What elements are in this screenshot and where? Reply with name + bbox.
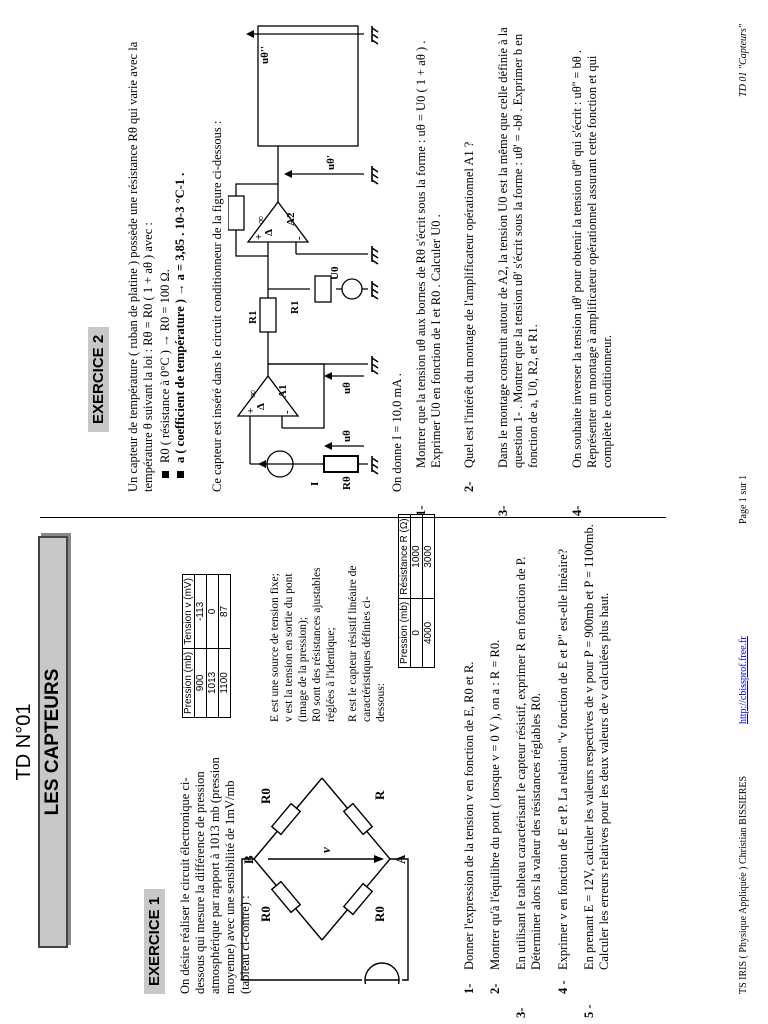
square-bullet-icon xyxy=(162,471,169,478)
label-uprime: uθ' xyxy=(325,155,337,170)
table-cell: -113 xyxy=(195,575,207,649)
table-cell: 3000 xyxy=(423,515,435,598)
ex1-intro: On désire réaliser le circuit électronique ci-dessous qui mesure la différence de pression atmosphérique par rapport à 1013 mb (pression moyenne) avec une sensibilité de 1mV/mb (tableau ci-contre) : xyxy=(178,757,252,994)
pressure-resistance-table xyxy=(398,514,435,668)
table-cell: 1013 xyxy=(207,648,219,717)
label-Rtheta: Rθ xyxy=(341,476,353,490)
legend-R: R est le capteur résistif linéaire de caractéristiques définies ci-dessous: xyxy=(347,565,387,722)
table-header-row xyxy=(183,575,195,718)
ex2-intro: Un capteur de température ( ruban de platine ) possède une résistance Rθ qui varie avec la température θ suivant la loi : Rθ = R0 ( 1 + aθ ) avec : xyxy=(126,41,155,492)
table-cell: 900 xyxy=(195,648,207,717)
table-cell: 0 xyxy=(207,575,219,649)
table-row xyxy=(411,515,423,668)
table-cell: 1000 xyxy=(411,515,423,598)
footer-page: Page 1 sur 1 xyxy=(738,474,749,524)
table-header-cell: Tension v (mV) xyxy=(183,575,195,649)
legend-R0: R0 sont des résistances ajustables réglées à l'identique; xyxy=(311,567,337,722)
ex1-title: EXERCICE 1 xyxy=(144,889,165,994)
ex1-legend xyxy=(268,562,388,722)
ex2-bullet-2: a ( coefficient de température ) → a = 3,85 . 10-3 °C-1 . xyxy=(173,58,188,478)
td-number: TD N°01 xyxy=(13,703,35,781)
label-R1a: R1 xyxy=(247,310,259,324)
table-header-cell: Pression (mb) xyxy=(183,648,195,717)
label-inf-1: ∞ xyxy=(247,390,259,398)
ex2-circuit-intro: Ce capteur est inséré dans le circuit conditionneur de la figure ci-dessous : xyxy=(210,120,224,492)
footer-link[interactable]: http://cbissprof.free.fr xyxy=(738,636,749,724)
label-I: I xyxy=(309,481,321,486)
ex2-bullet-1: R0 ( résistance à 0°C ) → R0 = 100 Ω. xyxy=(158,58,173,478)
label-usecond: uθ'' xyxy=(259,46,271,64)
ex1-question-3: 3-En utilisant le tableau caractérisant le capteur résistif, exprimer R en fonction de P. Déterminer alors la valeur des résistances réglables R0. xyxy=(514,556,543,1018)
label-R0-bl: R0 xyxy=(372,906,387,922)
ex2-question-3: 3-Dans le montage construit autour de A2, la tension U0 est la même que celle définie à la question 1- . Montrer que la tension uθ' s'écrit sous la forme : uθ' = -bθ . Exprimer b en fonction de a, U0, R2, et R1. xyxy=(496,27,540,516)
table-header-cell: Résistance R (Ω) xyxy=(399,515,411,598)
label-plus-1: + xyxy=(245,407,257,414)
label-plus-2: + xyxy=(253,233,265,240)
ex1-question-5: 5 -En prenant E = 12V, calculer les valeurs respectives de v pour P = 900mb et P = 1100mb. Calculer les erreurs relatives pour les deux valeurs de v calculées plus haut. xyxy=(582,524,611,1018)
ex2-title: EXERCICE 2 xyxy=(88,327,109,432)
ex1-question-4: 4 -Exprimer v en fonction de E et P. La relation "v fonction de E et P" est-elle linéaire? xyxy=(556,548,570,994)
label-R0-tr: R0 xyxy=(258,788,273,804)
ex1-question-2: 2-Montrer qu'à l'équilibre du pont ( lorsque v = 0 V ), on a : R = R0. xyxy=(488,639,502,994)
table-cell: 4000 xyxy=(423,598,435,667)
table-row xyxy=(219,575,231,718)
table-cell: 1100 xyxy=(219,648,231,717)
label-A1: A1 xyxy=(277,384,289,398)
label-A2: A2 xyxy=(285,212,297,226)
label-minus-2: - xyxy=(293,236,305,240)
label-R2 xyxy=(228,208,229,222)
legend-E: E est une source de tension fixe; xyxy=(269,573,281,722)
label-U0: U0 xyxy=(329,266,341,280)
table-cell: 0 xyxy=(411,598,423,667)
label-v: v xyxy=(318,847,333,853)
conditioner-circuit xyxy=(228,18,388,494)
bridge-diagram xyxy=(240,744,410,984)
label-R-br: R xyxy=(372,790,387,800)
label-B: B xyxy=(241,855,256,864)
table-header-row xyxy=(399,515,411,668)
label-utheta-1: uθ xyxy=(341,430,353,442)
ex2-question-1: 1-Montrer que la tension uθ aux bornes de Rθ s'écrit sous la forme : uθ = U0 ( 1 + aθ ) . Exprimer U0 en fonction de I et R0 . Calculer U0 . xyxy=(414,40,443,516)
legend-v: v est la tension en sortie du pont (image de la pression); xyxy=(283,573,309,722)
ex1-question-1: 1-Donner l'expression de la tension v en fonction de E, R0 et R. xyxy=(462,661,476,994)
label-delta-2: Δ xyxy=(263,229,275,236)
footer xyxy=(738,24,754,994)
table-row xyxy=(423,515,435,668)
table-row xyxy=(195,575,207,718)
label-minus-1: - xyxy=(281,410,293,414)
label-R1b: R1 xyxy=(289,300,301,314)
label-A: A xyxy=(393,854,408,864)
table-cell: 87 xyxy=(219,575,231,649)
column-divider xyxy=(40,517,666,518)
page-title: LES CAPTEURS xyxy=(38,536,68,948)
ex2-question-2: 2-Quel est l'intérêt du montage de l'amplificateur opérationnel A1 ? xyxy=(462,141,476,492)
ex2-given: On donne I = 10,0 mA . xyxy=(390,373,404,492)
square-bullet-icon xyxy=(177,471,184,478)
table-header-cell: Pression (mb) xyxy=(399,598,411,667)
label-R0-tl: R0 xyxy=(258,906,273,922)
pressure-voltage-table xyxy=(182,574,231,718)
ex1-title-wrap xyxy=(144,889,165,994)
label-utheta-2: uθ xyxy=(341,382,353,394)
ex2-bullets xyxy=(158,58,188,478)
ex2-question-4: 4-On souhaite inverser la tension uθ' pour obtenir la tension uθ'' qui s'écrit : uθ'' = bθ . Représenter un montage à amplificateur opérationnel assurant cette fonction et qui complète le conditionneur. xyxy=(570,49,614,516)
footer-left: TS IRIS ( Physique Appliquée ) Christian BISSIERES xyxy=(738,775,749,994)
label-inf-2: ∞ xyxy=(255,216,267,224)
label-delta-1: Δ xyxy=(255,403,267,410)
table-row xyxy=(207,575,219,718)
header-banner xyxy=(12,536,68,948)
ex2-title-wrap xyxy=(88,327,109,432)
footer-right: TD 01 "Capteurs" xyxy=(738,24,749,97)
